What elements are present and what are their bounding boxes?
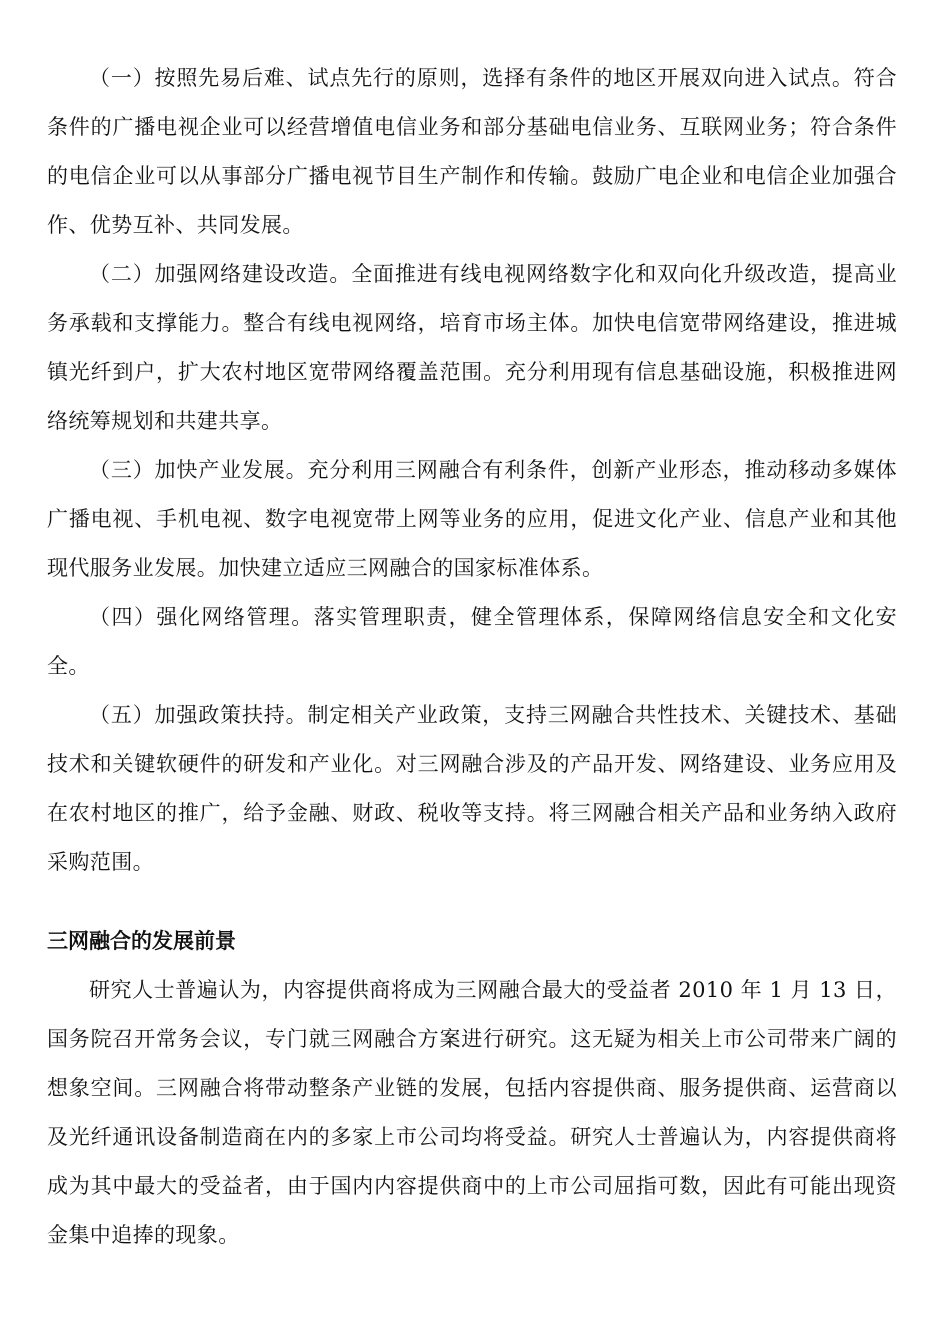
- paragraph-network-construction: （二）加强网络建设改造。全面推进有线电视网络数字化和双向化升级改造，提高业务承载和支撑能力。整合有线电视网络，培育市场主体。加快电信宽带网络建设，推进城镇光纤到户，扩大农村地区宽带网络覆盖范围。充分利用现有信息基础设施，积极推进网络统筹规划和共建共享。: [47, 262, 897, 433]
- document-page: [47, 54, 897, 1260]
- paragraph-outlook: 研究人士普遍认为，内容提供商将成为三网融合最大的受益者 2010 年 1 月 13 日，国务院召开常务会议，专门就三网融合方案进行研究。这无疑为相关上市公司带来广阔的想象空间。三网融合将带动整条产业链的发展，包括内容提供商、服务提供商、运营商以及光纤通讯设备制造商在内的多家上市公司均将受益。研究人士普遍认为，内容提供商将成为其中最大的受益者，由于国内内容提供商中的上市公司屈指可数，因此有可能出现资金集中追捧的现象。: [47, 978, 897, 1247]
- paragraph-industry-development: （三）加快产业发展。充分利用三网融合有利条件，创新产业形态，推动移动多媒体广播电视、手机电视、数字电视宽带上网等业务的应用，促进文化产业、信息产业和其他现代服务业发展。加快建立适应三网融合的国家标准体系。: [47, 458, 897, 580]
- paragraph-network-management: （四）强化网络管理。落实管理职责，健全管理体系，保障网络信息安全和文化安全。: [47, 605, 897, 678]
- paragraph-pilot: （一）按照先易后难、试点先行的原则，选择有条件的地区开展双向进入试点。符合条件的广播电视企业可以经营增值电信业务和部分基础电信业务、互联网业务；符合条件的电信企业可以从事部分广播电视节目生产制作和传输。鼓励广电企业和电信企业加强合作、优势互补、共同发展。: [47, 66, 897, 237]
- section-heading: 三网融合的发展前景: [47, 929, 236, 953]
- paragraph-policy-support: （五）加强政策扶持。制定相关产业政策，支持三网融合共性技术、关键技术、基础技术和关键软硬件的研发和产业化。对三网融合涉及的产品开发、网络建设、业务应用及在农村地区的推广，给予金融、财政、税收等支持。将三网融合相关产品和业务纳入政府采购范围。: [47, 703, 897, 874]
